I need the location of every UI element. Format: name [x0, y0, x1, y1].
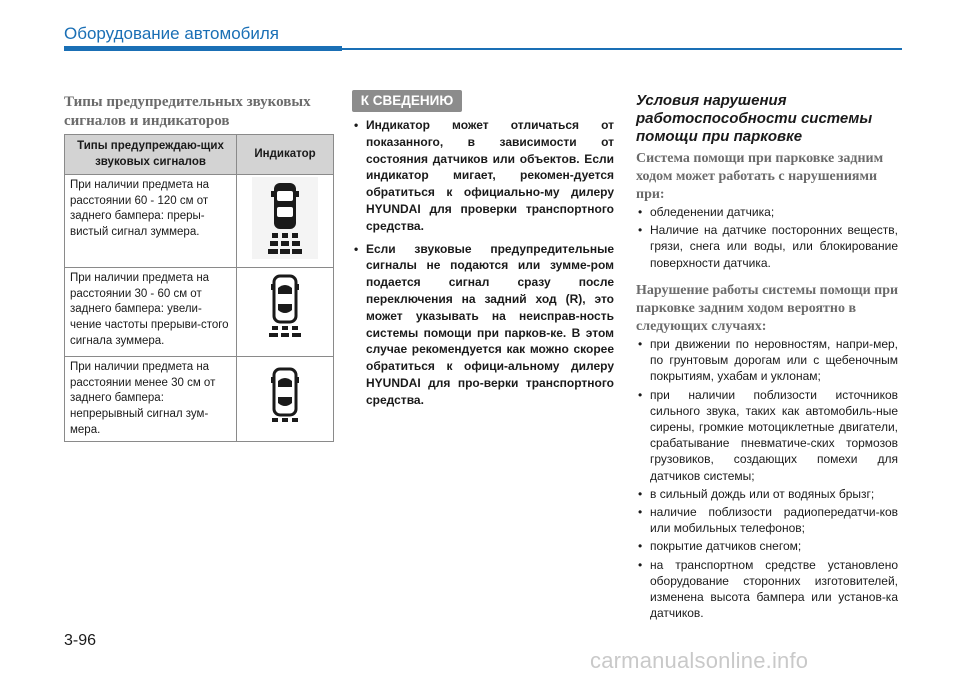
list-item: • в сильный дождь или от водяных брызг;: [636, 486, 898, 502]
list-item: • Наличие на датчике посторонних веществ, грязи, снега или воды, или блокирование поверхности датчика.: [636, 222, 898, 271]
list-item: • при движении по неровностям, напри-мер, по грунтовым дорогам или с щебеночным покрытиям, ухабам и уклонам;: [636, 336, 898, 385]
indicator-cell: [237, 268, 334, 357]
malfunction-list-1: [636, 204, 898, 273]
list-item: • обледенении датчика;: [636, 204, 898, 220]
column-header-indicator: Индикатор: [237, 135, 334, 175]
malfunction-subheading-2: Нарушение работы системы помощи при парковке задним ходом вероятно в следующих случаях:: [636, 283, 899, 334]
signal-description: При наличии предмета на расстоянии менее 30 см от заднего бампера: непрерывный сигнал зум-мера.: [65, 357, 237, 442]
page-section-title: Оборудование автомобиля: [64, 24, 280, 43]
column-header-signal-types: Типы предупреждаю-щих звуковых сигналов: [65, 135, 237, 175]
table-row: [65, 268, 334, 357]
list-item: • при наличии поблизости источников сильного звука, таких как автомобиль-ные сирены, громкие мотоциклетные двигатели, срабатывание пневматиче-ских тормозов грузовиков, создающих помехи для датчиков системы;: [636, 387, 898, 484]
warning-types-heading: Типы предупредительных звуковых сигналов и индикаторов: [64, 94, 311, 129]
list-item: • на транспортном средстве установлено оборудование сторонних изготовителей, изменена высота бампера или установ-ка датчиков.: [636, 557, 898, 622]
list-item: • наличие поблизости радиопередатчи-ков или мобильных телефонов;: [636, 504, 898, 536]
indicator-cell: [237, 357, 334, 442]
info-note: • Если звуковые предупредительные сигналы не подаются или зумме-ром подается сигнал сразу после переключения на задний ход (R), это может указывать на неисправ-ность системы помощи при парков-ке. В этом случае рекомендуется как можно скорее обратиться к офици-альному дилеру HYUNDAI для про-верки транспортного средства.: [352, 241, 614, 409]
indicator-cell: [237, 175, 334, 268]
header-rule-thin: [342, 48, 902, 50]
list-item: • покрытие датчиков снегом;: [636, 538, 898, 554]
info-notes-list: [352, 117, 614, 415]
warning-signals-table: [64, 134, 334, 442]
page-number: 3-96: [64, 632, 97, 649]
table-row: [65, 357, 334, 442]
malfunction-subheading-1: Система помощи при парковке задним ходом может работать с нарушениями при:: [636, 151, 884, 202]
site-watermark: carmanualsonline.info: [590, 648, 809, 673]
info-note: • Индикатор может отличаться от показанного, в зависимости от состояния датчиков или объектов. Если индикатор мигает, рекомен-дуется обратиться к официально-му дилеру HYUNDAI для проверки транспортного средства.: [352, 117, 614, 235]
car-sensor-far-icon: [252, 177, 318, 259]
car-sensor-near-icon: [252, 359, 318, 429]
header-rule-thick: [64, 46, 342, 51]
car-sensor-mid-icon: [252, 270, 318, 346]
table-header-row: [65, 135, 334, 175]
signal-description: При наличии предмета на расстоянии 30 - 60 см от заднего бампера: увели-чение частоты прерыви-стого сигнала зуммера.: [65, 268, 237, 357]
table-row: [65, 175, 334, 268]
malfunction-list-2: [636, 336, 898, 623]
malfunction-conditions-title: Условия нарушения работоспособности системы помощи при парковке: [636, 92, 873, 145]
signal-description: При наличии предмета на расстоянии 60 - 120 см от заднего бампера: преры-вистый сигнал зуммера.: [65, 175, 237, 268]
info-badge: К СВЕДЕНИЮ: [352, 90, 462, 112]
